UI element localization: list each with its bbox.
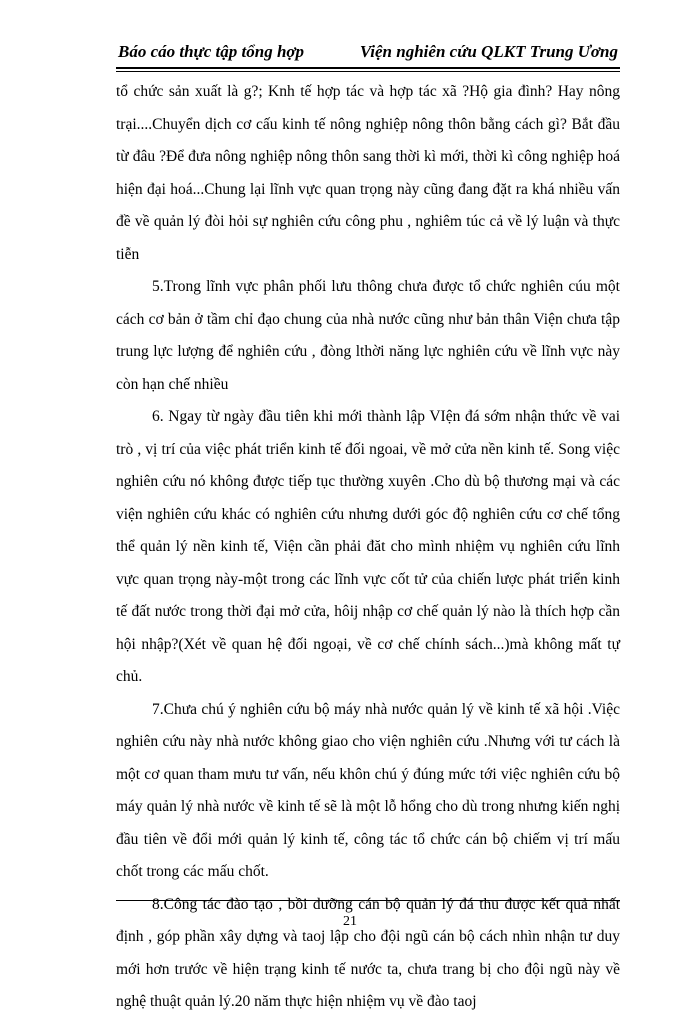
header-divider: [116, 67, 620, 72]
paragraph-item-7: 7.Chưa chú ý nghiên cứu bộ máy nhà nước quản lý về kinh tế xã hội .Việc nghiên cứu này nhà nước không giao cho viện nghiên cứu .Nhưng với tư cách là một cơ quan tham mưu tư vấn, nếu khôn chú ý đúng mức tới việc nghiên cứu bộ máy quản lý nhà nước về kinh tế sẽ là một lỗ hổng cho dù trong nhưng kiến nghị đầu tiên về đổi mới quản lý kinh tế, công tác tổ chức cán bộ chiếm vị trí mấu chốt trong các mấu chốt.: [116, 700, 620, 880]
paragraph-continuation: tổ chức sản xuất là g?; Knh tế hợp tác và hợp tác xã ?Hộ gia đình? Hay nông trại....Chuyển dịch cơ cấu kinh tế nông nghiệp nông thôn bằng cách gì? Bắt đầu từ đâu ?Để đưa nông nghiệp nông thôn sang thời kì mới, thời kì công nghiệp hoá hiện đại hoá...Chung lại lĩnh vực quan trọng này cũng đang đặt ra khá nhiều vấn đề về quản lý đòi hỏi sự nghiên cứu công phu , nghiêm túc cả về lý luận và thực tiễn: [116, 83, 620, 263]
page-number: 21: [343, 914, 357, 929]
paragraph-item-8: 8.Công tác đào tạo , bồi dưỡng cán bộ quản lý đá thu được kết quả nhất định , góp phần xây dựng và taoj lập cho đội ngũ cán bộ cách nhìn nhận tư duy mới hơn trước về hiện trạng kinh tế nước ta, chưa trang bị cho đội ngũ này về nghệ thuật quản lý.20 năm thực hiện nhiệm vụ về đào taoj: [116, 895, 620, 1010]
footer-divider: [116, 900, 620, 901]
document-body: [116, 76, 620, 1019]
header-report-title: Báo cáo thực tập tổng hợp: [118, 42, 305, 61]
paragraph-item-5: 5.Trong lĩnh vực phân phối lưu thông chưa được tổ chức nghiên cúu một cách cơ bản ở tầm chỉ đạo chung của nhà nước cũng như bản thân Viện chưa tập trung lực lượng để nghiên cứu , đòng lthời năng lực nghiên cứu về lĩnh vực này còn hạn chế nhiều: [116, 278, 620, 393]
paragraph-item-6: 6. Ngay từ ngày đầu tiên khi mới thành lập VIện đá sớm nhận thức về vai trò , vị trí của việc phát triển kinh tế đối ngoai, về mở cửa nền kinh tế. Song việc nghiên cứu nó không được tiếp tục thường xuyên .Cho dù bộ thương mại và các viện nghiên cứu khác có nghiên cứu nhưng dưới góc độ nghiên cứu cơ chế tổng thể quản lý nền kinh tế, Viện cần phải đăt cho mình nhiệm vụ nghiên cứu lĩnh vực quan trọng này-một trong các lĩnh vực cốt tử của chiến lược phát triển kinh tế đất nước trong thời đại mở cửa, hôij nhập cơ chế quản lý nào là thích hợp cần hội nhập?(Xét về quan hệ đối ngoại, về cơ chế chính sách...)mà không mất tự chủ.: [116, 408, 620, 685]
header-institute-name: Viện nghiên cứu QLKT Trung Ương: [359, 42, 618, 61]
page-header: [116, 40, 620, 66]
